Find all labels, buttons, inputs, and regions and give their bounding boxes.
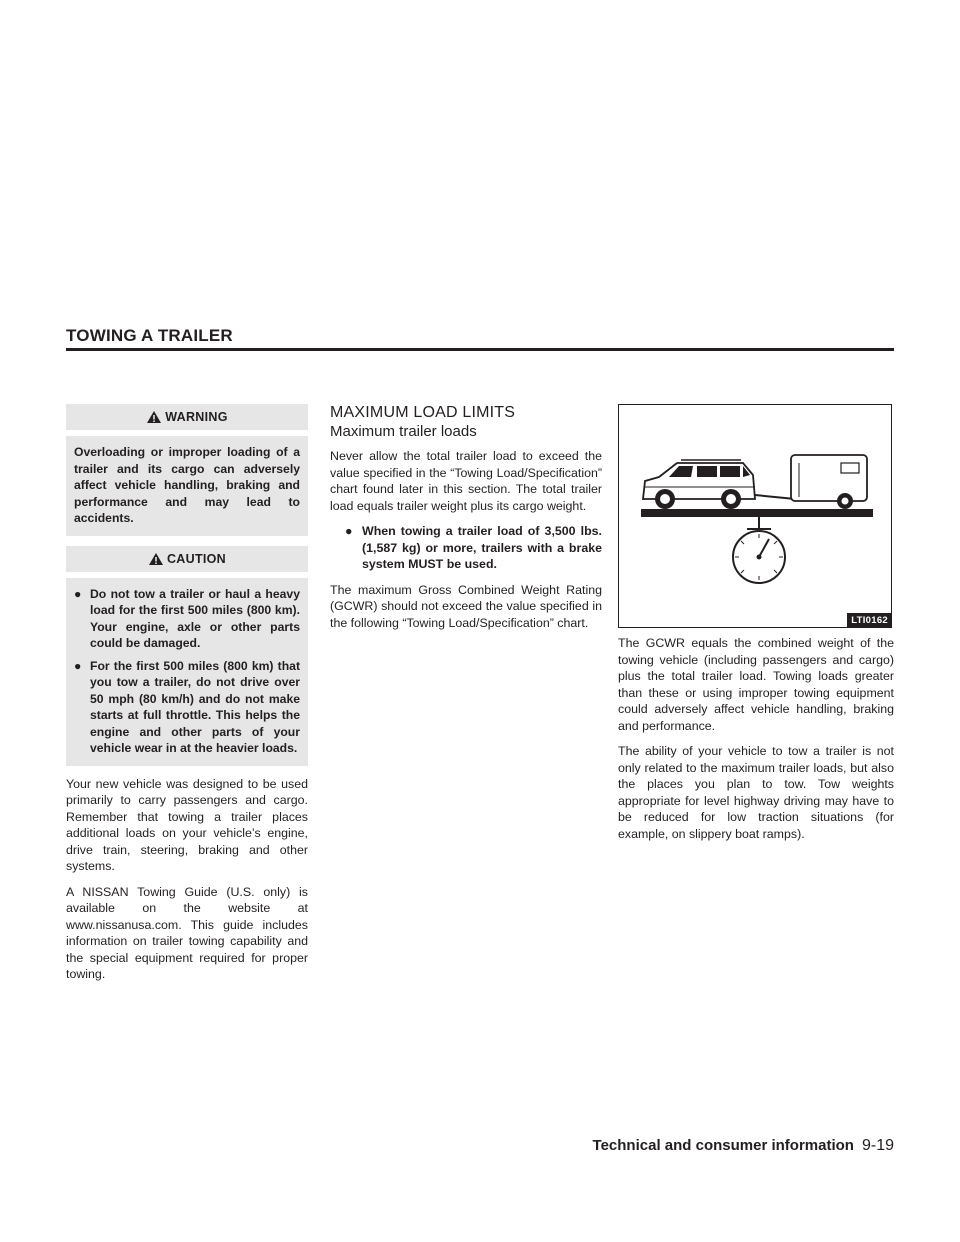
bullet-icon: ● — [345, 524, 353, 538]
section-title: TOWING A TRAILER — [66, 326, 233, 345]
warning-label: WARNING — [165, 410, 228, 424]
body-paragraph: Never allow the total trailer load to exceed the value specified in the “Towing Load/Specification” chart found later in this section. The total trailer load equals trailer weight plus its cargo weight. — [330, 449, 602, 513]
caution-label: CAUTION — [166, 551, 227, 566]
page-number: 9-19 — [861, 1137, 894, 1154]
brake-bullet: ● When towing a trailer load of 3,500 lbs. (1,587 kg) or more, trailers with a brake system MUST be used. — [345, 524, 602, 571]
warning-header — [66, 404, 308, 430]
body-paragraph: Your new vehicle was designed to be used primarily to carry passengers and cargo. Remember that towing a trailer places additional loads on your vehicle’s engine, drive train, steering, braking and other systems. — [66, 776, 308, 873]
caution-item: ● For the first 500 miles (800 km) that you tow a trailer, do not drive over 50 mph (80 km/h) and do not make starts at full throttle. This helps the engine and other parts of your vehicle wear in at the heavier loads. — [74, 658, 300, 755]
body-paragraph: The maximum Gross Combined Weight Rating (GCWR) should not exceed the value specified in the following “Towing Load/Specification” chart. — [330, 582, 602, 630]
bullet-icon: ● — [74, 658, 82, 673]
warning-body — [66, 436, 308, 536]
caution-body — [66, 578, 308, 766]
figure-label: LTI0162 — [847, 613, 892, 628]
caution-item: ● Do not tow a trailer or haul a heavy load for the first 500 miles (800 km). Your engine, axle or other parts could be damaged. — [74, 586, 300, 650]
max-load-heading: MAXIMUM LOAD LIMITS — [330, 404, 516, 421]
body-paragraph: The ability of your vehicle to tow a trailer is not only related to the maximum trailer loads, but also the places you plan to tow. Tow weights appropriate for level highway driving may have to be reduced for low traction situations (for example, on slippery boat ramps). — [618, 744, 894, 841]
caution-header — [66, 546, 308, 572]
column-middle — [330, 404, 602, 640]
warning-text: Overloading or improper loading of a trailer and its cargo can adversely affect vehicle handling, braking and performance and may lead to accidents. — [74, 445, 300, 525]
max-load-subheading: Maximum trailer loads — [330, 423, 477, 440]
page-footer — [593, 1137, 894, 1155]
body-paragraph: The GCWR equals the combined weight of the towing vehicle (including passengers and cargo) plus the total trailer load. Towing loads greater than these or using improper towing equipment could adversely affect vehicle handling, braking and performance. — [618, 636, 894, 733]
section-rule — [66, 348, 894, 351]
footer-title: Technical and consumer information — [592, 1137, 854, 1154]
bullet-icon: ● — [74, 586, 82, 601]
warning-icon — [146, 410, 162, 424]
column-left — [66, 404, 308, 992]
body-paragraph: A NISSAN Towing Guide (U.S. only) is available on the website at www.nissanusa.com. This guide includes information on trailer towing capability and the special equipment required for proper towing. — [66, 884, 308, 981]
caution-icon — [148, 552, 164, 566]
towing-figure — [618, 404, 892, 628]
towing-illustration — [619, 405, 893, 629]
caution-list — [74, 586, 300, 757]
column-right — [618, 404, 894, 851]
